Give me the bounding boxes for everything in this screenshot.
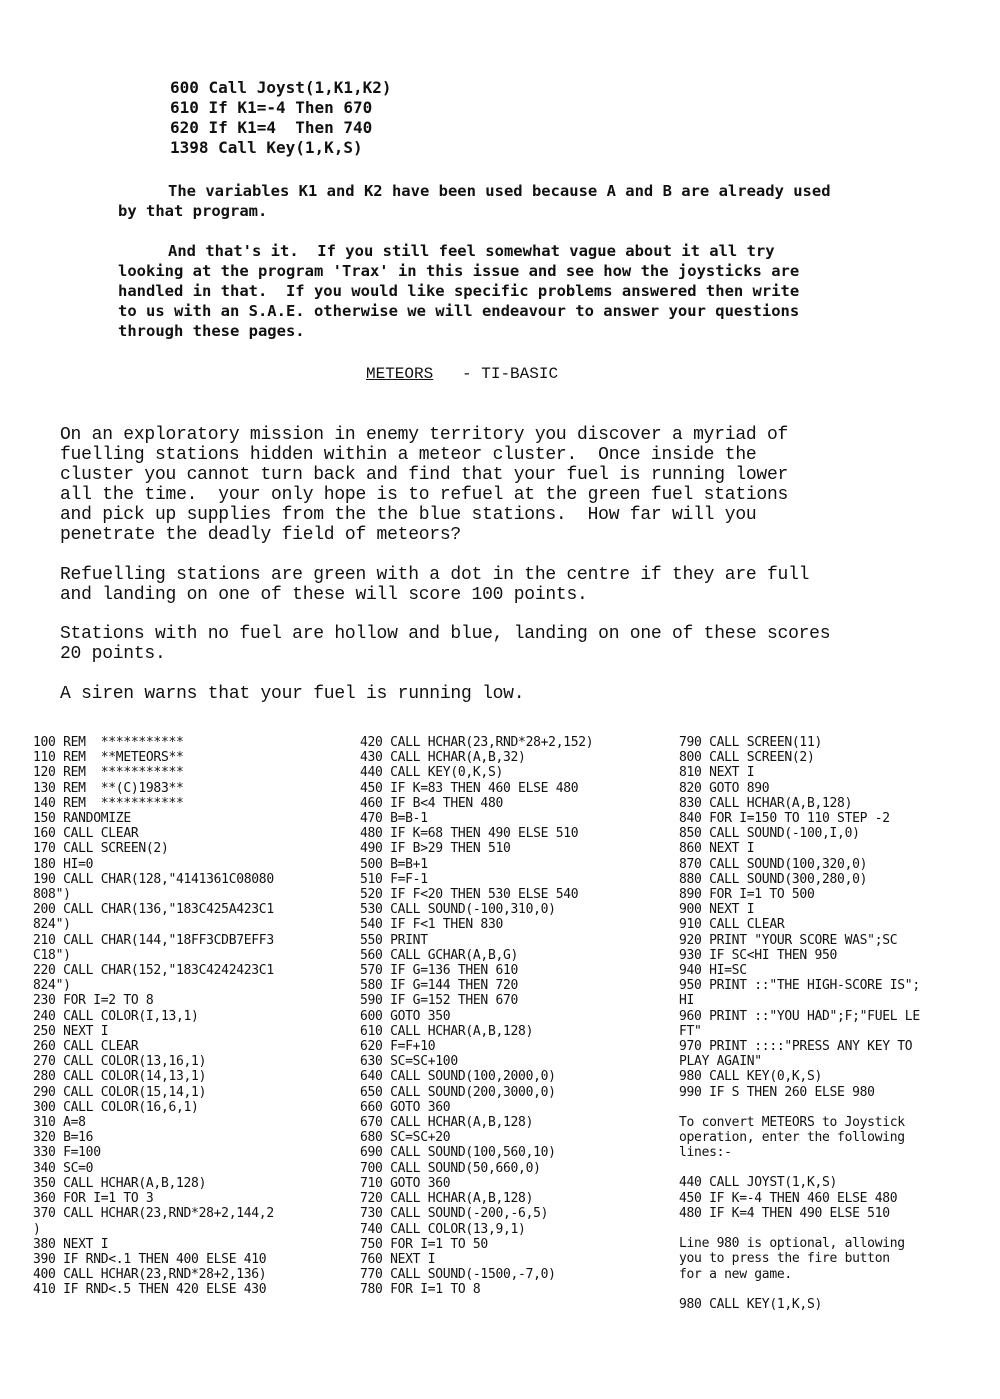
listing-line: 290 CALL COLOR(15,14,1) xyxy=(33,1084,207,1100)
listing-line: 780 FOR I=1 TO 8 xyxy=(360,1282,481,1298)
paragraph-line: And that's it. If you still feel somewhat vague about it all try xyxy=(168,242,775,260)
listing-line: 910 CALL CLEAR xyxy=(679,917,785,933)
listing-line: HI xyxy=(679,993,695,1009)
listing-line: 980 CALL KEY(0,K,S) xyxy=(679,1069,823,1085)
listing-line: 410 IF RND<.5 THEN 420 ELSE 430 xyxy=(33,1282,267,1298)
listing-line: for a new game. xyxy=(679,1266,792,1282)
paragraph-line: and landing on one of these will score 100 points. xyxy=(60,585,588,605)
listing-line: 650 CALL SOUND(200,3000,0) xyxy=(360,1084,556,1100)
listing-line: 190 CALL CHAR(128,"4141361C08080 xyxy=(33,871,274,887)
listing-line: 860 NEXT I xyxy=(679,841,755,857)
listing-line: 690 CALL SOUND(100,560,10) xyxy=(360,1145,556,1161)
listing-line: 490 IF B>29 THEN 510 xyxy=(360,841,511,857)
listing-line: 540 IF F<1 THEN 830 xyxy=(360,917,504,933)
listing-line: 820 GOTO 890 xyxy=(679,780,770,796)
listing-line: 680 SC=SC+20 xyxy=(360,1130,451,1146)
optional-note xyxy=(679,1236,920,1282)
listing-line: 990 IF S THEN 260 ELSE 980 xyxy=(679,1084,875,1100)
listing-line: C18") xyxy=(33,947,71,963)
listing-line: 420 CALL HCHAR(23,RND*28+2,152) xyxy=(360,735,594,750)
section-title: METEORS xyxy=(366,365,434,383)
listing-line: 760 NEXT I xyxy=(360,1251,436,1267)
listing-line: FT" xyxy=(679,1023,702,1039)
paragraph-line: cluster you cannot turn back and find that your fuel is running lower xyxy=(60,465,789,485)
refuel-paragraph xyxy=(60,565,809,605)
listing-line: 480 IF K=68 THEN 490 ELSE 510 xyxy=(360,826,579,842)
listing-line: 430 CALL HCHAR(A,B,32) xyxy=(360,750,526,766)
paragraph-line: Refuelling stations are green with a dot in the centre if they are full xyxy=(60,565,810,585)
listing-line: 100 REM *********** xyxy=(33,735,184,750)
listing-line: 550 PRINT xyxy=(360,932,428,948)
listing-line: 530 CALL SOUND(-100,310,0) xyxy=(360,902,556,918)
paragraph-line: 20 points. xyxy=(60,644,166,664)
listing-line: 320 B=16 xyxy=(33,1130,94,1146)
listing-line: 440 CALL JOYST(1,K,S) xyxy=(679,1175,838,1191)
listing-line: 770 CALL SOUND(-1500,-7,0) xyxy=(360,1267,556,1283)
paragraph-line: to us with an S.A.E. otherwise we will endeavour to answer your questions xyxy=(118,302,800,320)
paragraph-line: handled in that. If you would like specific problems answered then write xyxy=(118,282,800,300)
listing-line: 880 CALL SOUND(300,280,0) xyxy=(679,871,868,887)
listing-line: 890 FOR I=1 TO 500 xyxy=(679,887,815,903)
listing-line: 240 CALL COLOR(I,13,1) xyxy=(33,1008,199,1024)
listing-line: 370 CALL HCHAR(23,RND*28+2,144,2 xyxy=(33,1206,274,1222)
paragraph-line: through these pages. xyxy=(118,322,305,340)
listing-line: 140 REM *********** xyxy=(33,795,184,811)
listing-line: 640 CALL SOUND(100,2000,0) xyxy=(360,1069,556,1085)
listing-line: 750 FOR I=1 TO 50 xyxy=(360,1236,488,1252)
listing-line: 250 NEXT I xyxy=(33,1023,109,1039)
listing-line: 670 CALL HCHAR(A,B,128) xyxy=(360,1115,534,1131)
listing-line: 330 F=100 xyxy=(33,1145,101,1161)
paragraph-line: looking at the program 'Trax' in this issue and see how the joysticks are xyxy=(118,262,800,280)
listing-line: 480 IF K=4 THEN 490 ELSE 510 xyxy=(679,1205,890,1221)
listing-line: 260 CALL CLEAR xyxy=(33,1039,139,1055)
section-heading xyxy=(366,365,558,383)
listing-line: 940 HI=SC xyxy=(679,963,747,979)
joystick-code-snippet xyxy=(170,78,392,158)
listing-line: 450 IF K=-4 THEN 460 ELSE 480 xyxy=(679,1190,898,1206)
listing-line: 950 PRINT ::"THE HIGH-SCORE IS"; xyxy=(679,978,920,994)
listing-line: 870 CALL SOUND(100,320,0) xyxy=(679,856,868,872)
code-line: 600 Call Joyst(1,K1,K2) xyxy=(170,78,392,97)
listing-line: 170 CALL SCREEN(2) xyxy=(33,841,169,857)
intro-paragraph xyxy=(60,425,788,545)
listing-line: 360 FOR I=1 TO 3 xyxy=(33,1191,154,1207)
listing-column-3 xyxy=(679,735,920,1312)
listing-line: 590 IF G=152 THEN 670 xyxy=(360,993,519,1009)
listing-line: 340 SC=0 xyxy=(33,1160,94,1176)
listing-line: 580 IF G=144 THEN 720 xyxy=(360,978,519,994)
listing-line: 710 GOTO 360 xyxy=(360,1175,451,1191)
paragraph-line: Stations with no fuel are hollow and blue, landing on one of these scores xyxy=(60,624,831,644)
listing-column-2 xyxy=(360,735,593,1298)
convert-note xyxy=(679,1115,920,1161)
listing-line: 970 PRINT ::::"PRESS ANY KEY TO xyxy=(679,1039,913,1055)
listing-line: To convert METEORS to Joystick xyxy=(679,1114,905,1130)
listing-line: PLAY AGAIN" xyxy=(679,1054,762,1070)
listing-line: 630 SC=SC+100 xyxy=(360,1054,458,1070)
listing-line: 900 NEXT I xyxy=(679,902,755,918)
listing-line: ) xyxy=(33,1221,41,1237)
listing-line: lines:- xyxy=(679,1145,732,1161)
paragraph-line: On an exploratory mission in enemy territory you discover a myriad of xyxy=(60,425,789,445)
paragraph-line: by that program. xyxy=(118,202,268,220)
listing-line: 824") xyxy=(33,978,71,994)
listing-line: 610 CALL HCHAR(A,B,128) xyxy=(360,1023,534,1039)
paragraph-line: The variables K1 and K2 have been used because A and B are already used xyxy=(168,182,831,200)
listing-line: 830 CALL HCHAR(A,B,128) xyxy=(679,795,853,811)
variables-paragraph xyxy=(118,181,831,221)
listing-line: 660 GOTO 360 xyxy=(360,1099,451,1115)
listing-line: 450 IF K=83 THEN 460 ELSE 480 xyxy=(360,780,579,796)
listing-line: 920 PRINT "YOUR SCORE WAS";SC xyxy=(679,932,898,948)
listing-line: 570 IF G=136 THEN 610 xyxy=(360,963,519,979)
listing-line: 790 CALL SCREEN(11) xyxy=(679,735,823,750)
siren-paragraph: A siren warns that your fuel is running low. xyxy=(60,684,525,704)
listing-line: 160 CALL CLEAR xyxy=(33,826,139,842)
listing-line: 200 CALL CHAR(136,"183C425A423C1 xyxy=(33,902,274,918)
listing-line: 130 REM **(C)1983** xyxy=(33,780,184,796)
listing-line: 500 B=B+1 xyxy=(360,856,428,872)
section-subtitle: - TI-BASIC xyxy=(462,365,559,383)
listing-line: 720 CALL HCHAR(A,B,128) xyxy=(360,1191,534,1207)
listing-line: you to press the fire button xyxy=(679,1251,890,1267)
empty-stations-paragraph xyxy=(60,624,830,664)
code-line: 1398 Call Key(1,K,S) xyxy=(170,138,363,157)
final-code-line: 980 CALL KEY(1,K,S) xyxy=(679,1296,823,1312)
listing-line: 930 IF SC<HI THEN 950 xyxy=(679,947,838,963)
listing-line: 840 FOR I=150 TO 110 STEP -2 xyxy=(679,811,890,827)
listing-line: 220 CALL CHAR(152,"183C4242423C1 xyxy=(33,963,274,979)
listing-line: 380 NEXT I xyxy=(33,1236,109,1252)
listing-line: 740 CALL COLOR(13,9,1) xyxy=(360,1221,526,1237)
listing-line: 808") xyxy=(33,887,71,903)
listing-line: 210 CALL CHAR(144,"18FF3CDB7EFF3 xyxy=(33,932,274,948)
joystick-lines xyxy=(679,1175,920,1221)
paragraph-line: fuelling stations hidden within a meteor cluster. Once inside the xyxy=(60,445,757,465)
listing-line: 850 CALL SOUND(-100,I,0) xyxy=(679,826,860,842)
listing-line: 460 IF B<4 THEN 480 xyxy=(360,795,504,811)
listing-line: 440 CALL KEY(0,K,S) xyxy=(360,765,504,781)
listing-line: 730 CALL SOUND(-200,-6,5) xyxy=(360,1206,549,1222)
listing-line: 800 CALL SCREEN(2) xyxy=(679,750,815,766)
listing-line: Line 980 is optional, allowing xyxy=(679,1236,905,1252)
listing-line: 700 CALL SOUND(50,660,0) xyxy=(360,1160,541,1176)
listing-line: 350 CALL HCHAR(A,B,128) xyxy=(33,1175,207,1191)
paragraph-line: penetrate the deadly field of meteors? xyxy=(60,525,461,545)
listing-line: 390 IF RND<.1 THEN 400 ELSE 410 xyxy=(33,1251,267,1267)
listing-line: 400 CALL HCHAR(23,RND*28+2,136) xyxy=(33,1267,267,1283)
listing-line: 280 CALL COLOR(14,13,1) xyxy=(33,1069,207,1085)
listing-line: 230 FOR I=2 TO 8 xyxy=(33,993,154,1009)
listing-line: 824") xyxy=(33,917,71,933)
paragraph-line: all the time. your only hope is to refuel at the green fuel stations xyxy=(60,485,789,505)
listing-line: 120 REM *********** xyxy=(33,765,184,781)
listing-line: 520 IF F<20 THEN 530 ELSE 540 xyxy=(360,887,579,903)
listing-line: 310 A=8 xyxy=(33,1115,86,1131)
listing-line: 110 REM **METEORS** xyxy=(33,750,184,766)
listing-column-1 xyxy=(33,735,274,1298)
thats-it-paragraph xyxy=(118,241,799,341)
listing-line: 180 HI=0 xyxy=(33,856,94,872)
listing-line: 560 CALL GCHAR(A,B,G) xyxy=(360,947,519,963)
listing-column-3-code xyxy=(679,735,920,1100)
listing-line: 810 NEXT I xyxy=(679,765,755,781)
listing-line: 150 RANDOMIZE xyxy=(33,811,131,827)
listing-line: 960 PRINT ::"YOU HAD";F;"FUEL LE xyxy=(679,1008,920,1024)
code-line: 620 If K1=4 Then 740 xyxy=(170,118,373,137)
listing-line: 600 GOTO 350 xyxy=(360,1008,451,1024)
listing-line: 300 CALL COLOR(16,6,1) xyxy=(33,1099,199,1115)
code-line: 610 If K1=-4 Then 670 xyxy=(170,98,373,117)
listing-line: operation, enter the following xyxy=(679,1130,905,1146)
listing-line: 620 F=F+10 xyxy=(360,1039,436,1055)
listing-line: 270 CALL COLOR(13,16,1) xyxy=(33,1054,207,1070)
paragraph-line: and pick up supplies from the the blue stations. How far will you xyxy=(60,505,757,525)
listing-line: 510 F=F-1 xyxy=(360,871,428,887)
listing-line: 470 B=B-1 xyxy=(360,811,428,827)
